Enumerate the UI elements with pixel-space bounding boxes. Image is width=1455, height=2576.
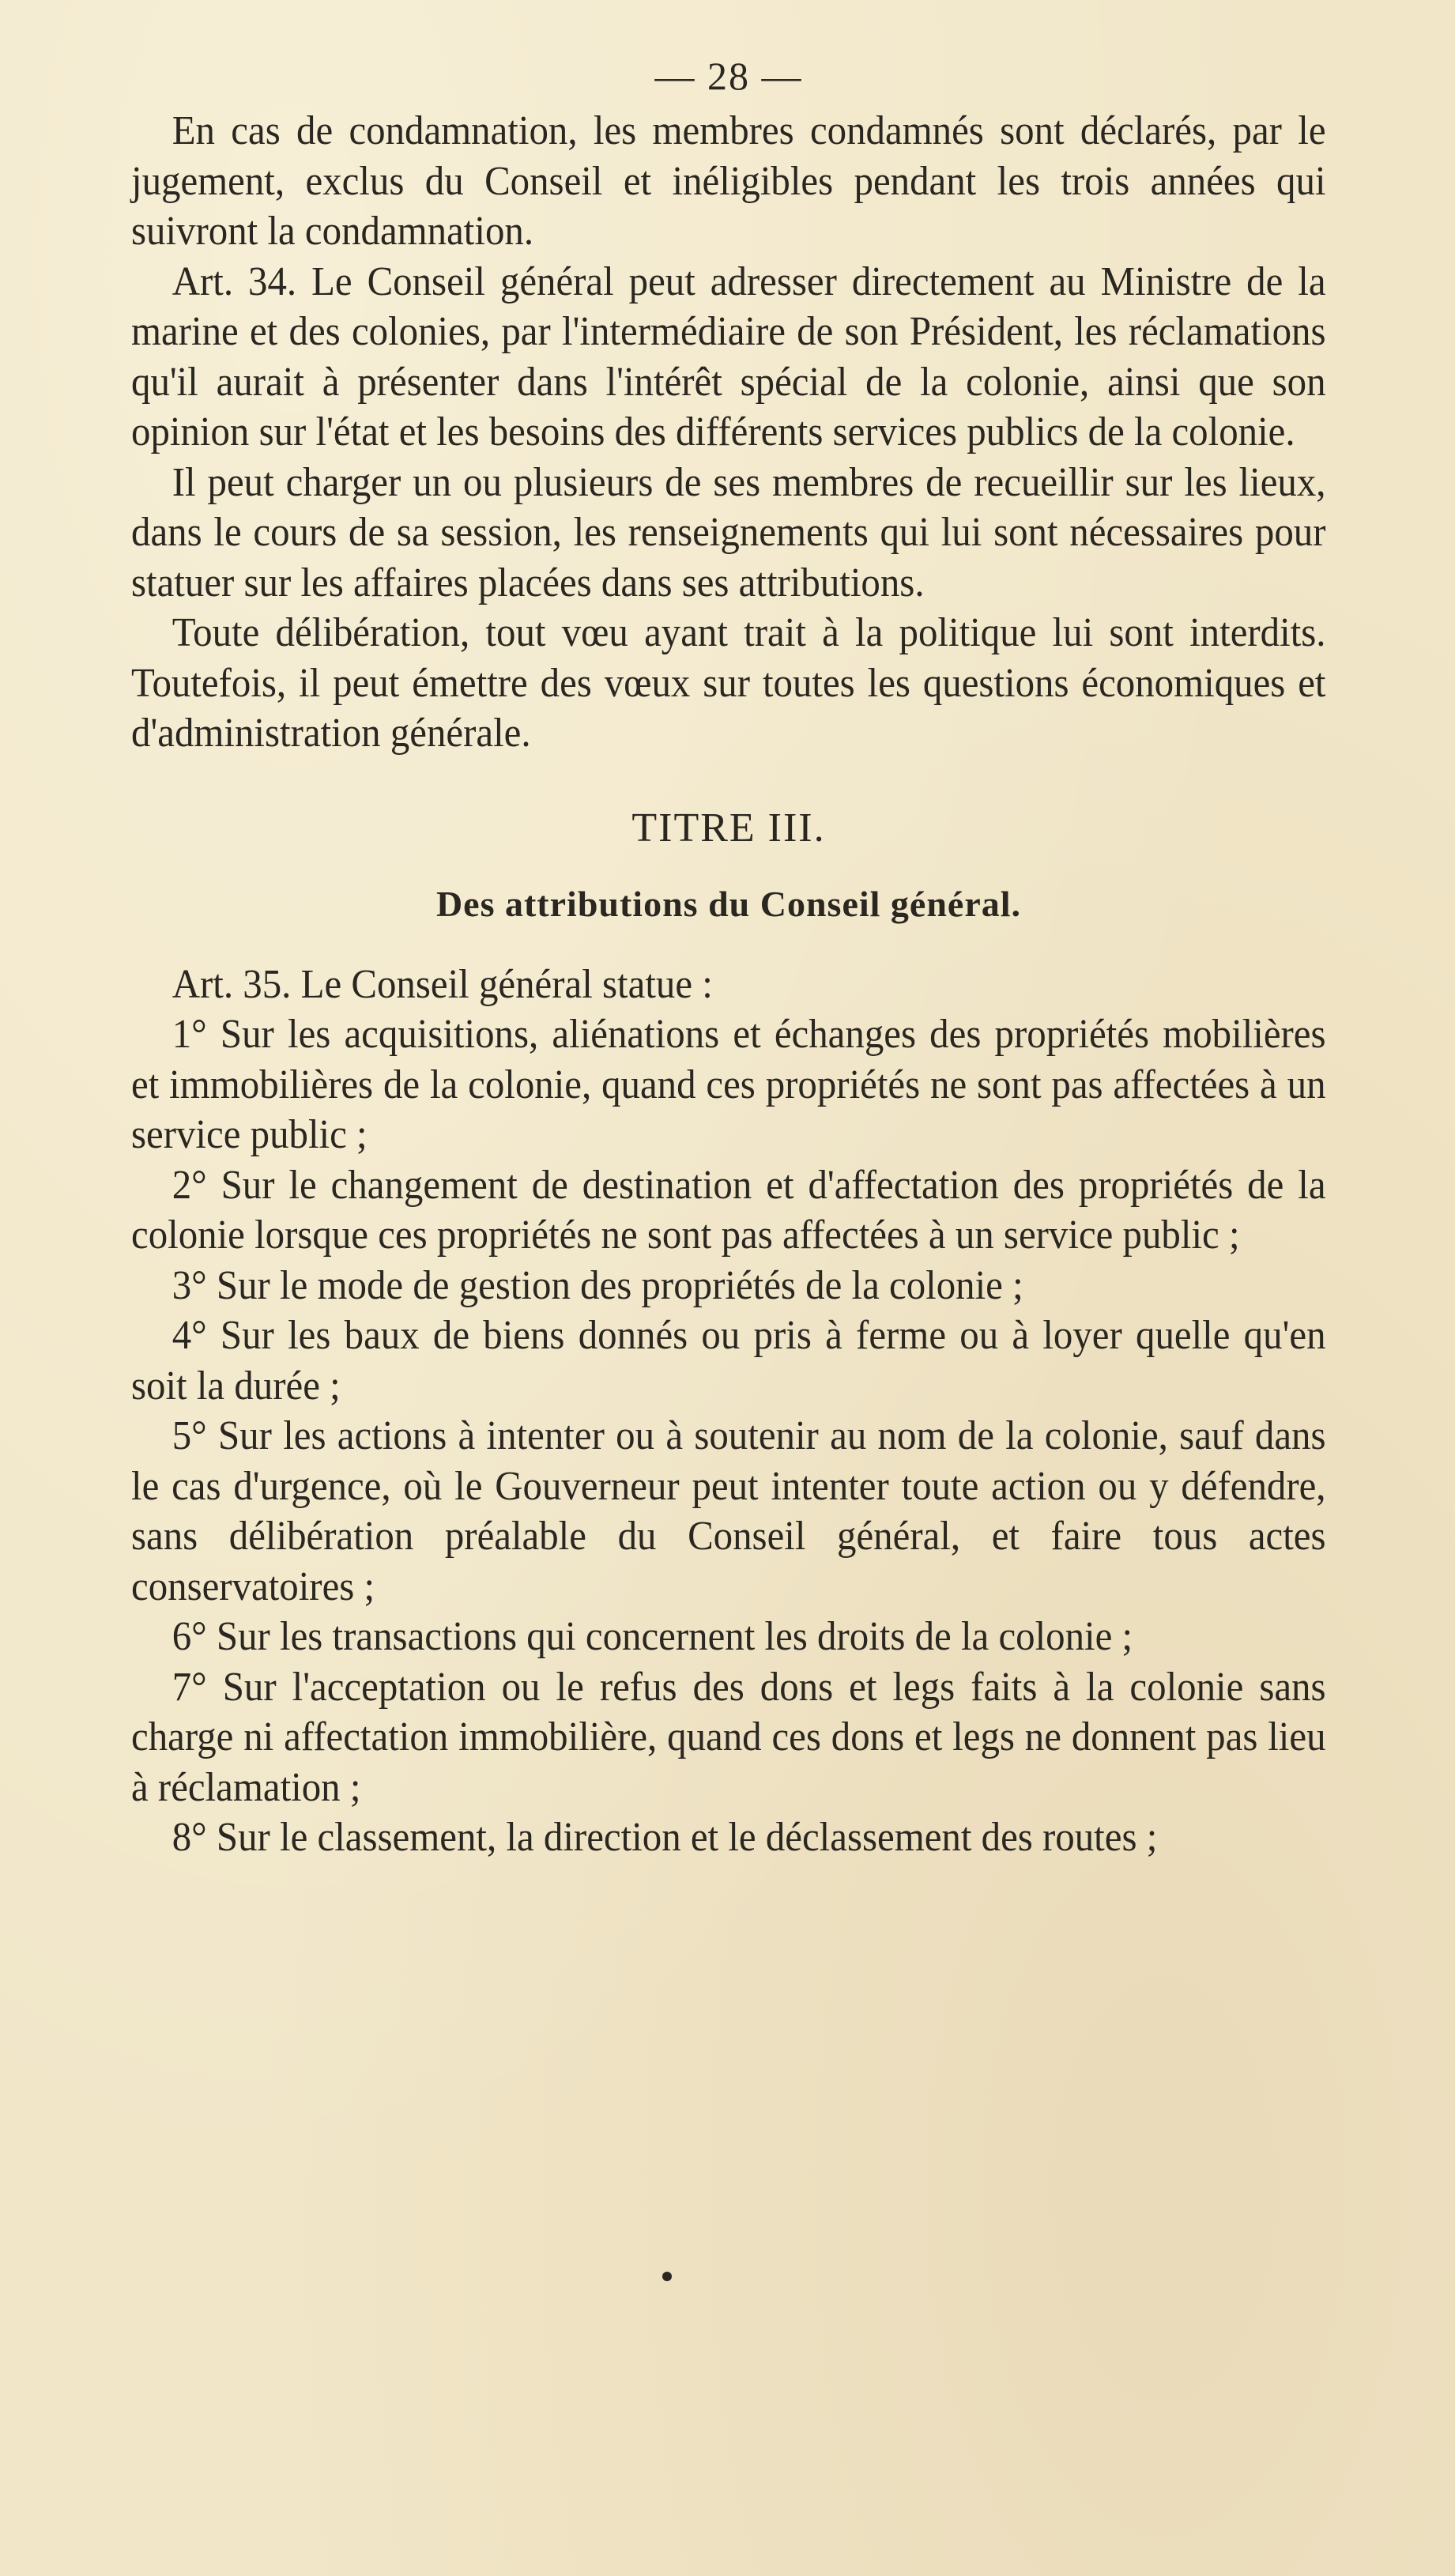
list-item-1: 1° Sur les acquisitions, aliénations et échanges des propriétés mobilières et immobilières de la colonie, quand ces propriétés ne sont pas affectées à un service public ; <box>131 1012 1326 1157</box>
list-item-5: 5° Sur les actions à intenter ou à soutenir au nom de la colonie, sauf dans le cas d'urgence, où le Gouverneur peut intenter toute action ou y défendre, sans délibération préalable du Conseil général, et faire tous actes conservatoires ; <box>131 1413 1326 1609</box>
section-subtitle: Des attributions du Conseil général. <box>435 883 1022 924</box>
list-item-7: 7° Sur l'acceptation ou le refus des dons et legs faits à la colonie sans charge ni affectation immobilière, quand ces dons et legs ne donnent pas lieu à réclamation ; <box>131 1664 1326 1810</box>
page-number: — 28 — <box>654 54 803 98</box>
list-item-6: 6° Sur les transactions qui concernent les droits de la colonie ; <box>172 1614 1133 1659</box>
list-item-4: 4° Sur les baux de biens donnés ou pris à ferme ou à loyer quelle qu'en soit la durée ; <box>131 1313 1326 1409</box>
list-item-3: 3° Sur le mode de gestion des propriétés de la colonie ; <box>172 1262 1023 1308</box>
printer-mark-dot <box>662 2272 672 2281</box>
section-title: TITRE III. <box>631 805 826 850</box>
paragraph-article-34: Art. 34. Le Conseil général peut adresser directement au Ministre de la marine et des colonies, par l'intermédiaire de son Président, les réclamations qu'il aurait à présenter dans l'intérêt spécial de la colonie, ainsi que son opinion sur l'état et les besoins des différents services publics de la colonie. <box>131 258 1326 454</box>
list-item-8: 8° Sur le classement, la direction et le déclassement des routes ; <box>172 1815 1158 1860</box>
paragraph-politique: Toute délibération, tout vœu ayant trait à la politique lui sont interdits. Toutefois, il peut émettre des vœux sur toutes les questions économiques et d'administration générale. <box>131 610 1326 756</box>
paragraph-condamnation: En cas de condamnation, les membres condamnés sont déclarés, par le jugement, exclus du Conseil et inéligibles pendant les trois années qui suivront la condamnation. <box>131 108 1326 254</box>
paragraph-recueillir: Il peut charger un ou plusieurs de ses membres de recueillir sur les lieux, dans le cours de sa session, les renseignements qui lui sont nécessaires pour statuer sur les affaires placées dans ses attributions. <box>131 459 1326 605</box>
document-page <box>131 47 1326 1863</box>
list-item-2: 2° Sur le changement de destination et d'affectation des propriétés de la colonie lorsque ces propriétés ne sont pas affectées à un service public ; <box>131 1162 1326 1258</box>
paragraph-article-35: Art. 35. Le Conseil général statue : <box>172 961 713 1007</box>
